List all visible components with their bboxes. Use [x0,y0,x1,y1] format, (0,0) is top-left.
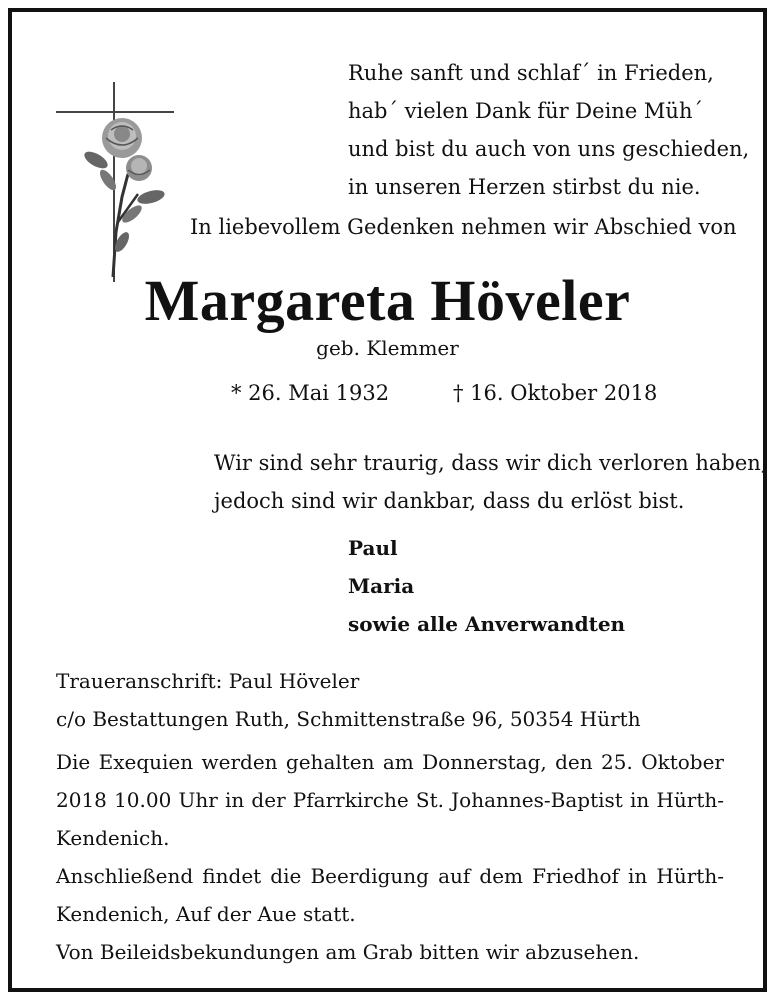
poem-line: in unseren Herzen stirbst du nie. [348,175,701,199]
deceased-name: Margareta Höveler [144,268,631,333]
condolence-note: Von Beileidsbekundungen am Grab bitten wir abzusehen. [56,940,640,964]
obituary-notice [8,8,767,992]
service-details [56,743,724,971]
cross-with-roses-icon [56,82,174,282]
burial-paragraph: Anschließend findet die Beerdigung auf dem Friedhof in Hürth-Kendenich, Auf der Aue statt. [56,864,724,926]
maiden-name: geb. Klemmer [316,336,459,360]
service-paragraph: Die Exequien werden gehalten am Donnerstag, den 25. Oktober 2018 10.00 Uhr in der Pfarrkirche St. Johannes-Baptist in Hürth-Kendenich. [56,750,724,850]
signers [348,529,625,643]
sentence-line: jedoch sind wir dankbar, dass du erlöst bist. [214,489,685,513]
poem-line: Ruhe sanft und schlaf´ in Frieden, [348,61,714,85]
birth-date: * 26. Mai 1932 [231,381,390,405]
death-date: † 16. Oktober 2018 [453,381,658,405]
signer: sowie alle Anverwandten [348,612,626,636]
address-line: Traueranschrift: Paul Höveler [56,669,360,693]
signer: Maria [348,574,415,598]
sentence-line: Wir sind sehr traurig, dass wir dich verloren haben, [214,451,768,475]
poem-line: und bist du auch von uns geschieden, [348,137,750,161]
address-line: c/o Bestattungen Ruth, Schmittenstraße 96, 50354 Hürth [56,707,641,731]
signer: Paul [348,536,398,560]
poem [348,54,748,206]
mourning-sentence [214,444,768,520]
mourning-address [56,662,641,738]
poem-line: hab´ vielen Dank für Deine Müh´ [348,99,703,123]
intro-text: In liebevollem Gedenken nehmen wir Abschied von [190,215,737,239]
